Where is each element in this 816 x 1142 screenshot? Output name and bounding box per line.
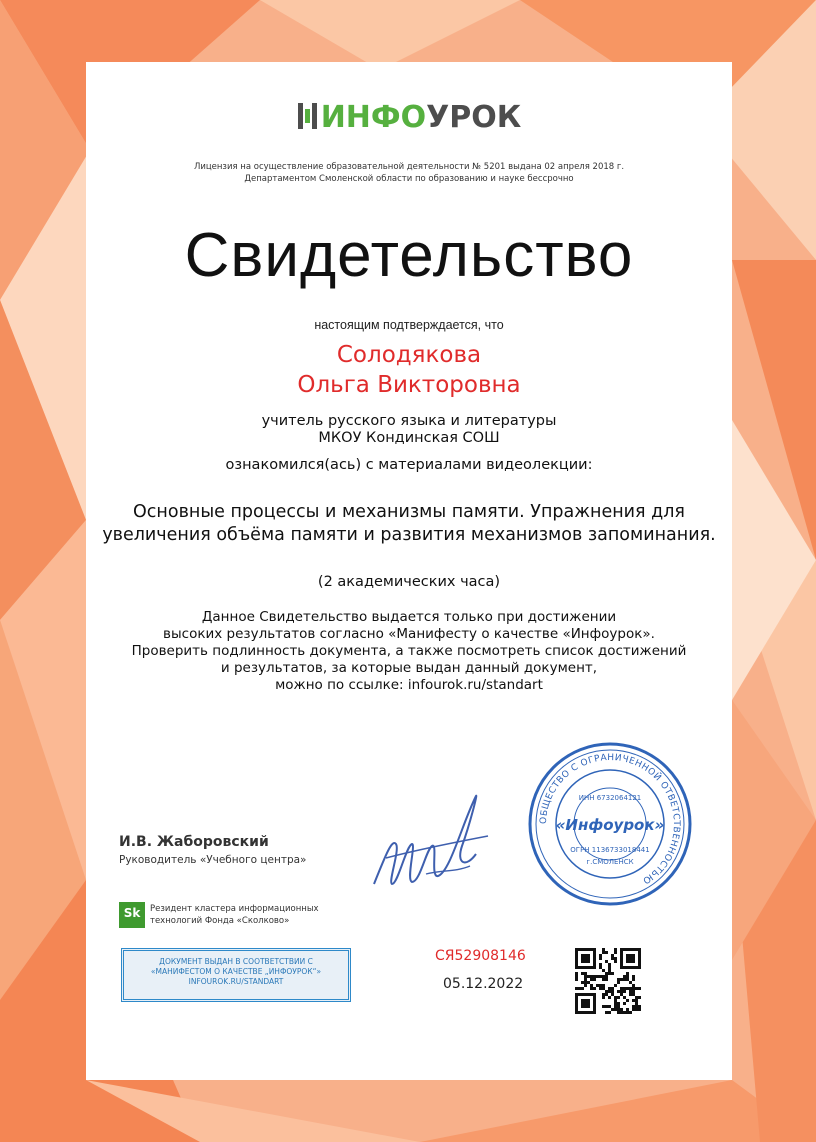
notice-line-5: можно по ссылке: infourok.ru/standart — [275, 677, 543, 693]
license-line-1: Лицензия на осуществление образовательной деятельности № 5201 выдана 02 апреля 2018 г. — [193, 162, 625, 172]
signature-image — [366, 784, 496, 904]
stamp-ogrn: ОГРН 1136733018441 — [570, 846, 650, 854]
manifest-compliance-box — [121, 948, 351, 1002]
confirm-text: настоящим подтверждается, что — [314, 318, 504, 332]
course-title — [86, 501, 732, 547]
license-info — [86, 161, 732, 185]
notice-line-4: и результатов, за которые выдан данный документ, — [220, 660, 598, 676]
certificate-card — [86, 62, 732, 1080]
logo-text-dark: УРОК — [426, 100, 522, 135]
logo-text-green: ИНФО — [320, 100, 427, 135]
infourok-logo — [86, 100, 732, 135]
recipient-name — [86, 340, 732, 400]
recipient-surname: Солодякова — [336, 342, 482, 368]
notice-line-2: высоких результатов согласно «Манифесту о качестве «Инфоурок». — [163, 626, 655, 642]
certificate-title: Свидетельство — [184, 221, 634, 290]
skolkovo-line-2: технологий Фонда «Сколково» — [150, 916, 290, 926]
manifest-line-2: «МАНИФЕСТОМ О КАЧЕСТВЕ „ИНФОУРОК“» — [150, 967, 322, 976]
director-role: Руководитель «Учебного центра» — [119, 854, 307, 866]
course-line-1: Основные процессы и механизмы памяти. Упражнения для — [133, 502, 685, 522]
skolkovo-resident-text — [150, 903, 319, 927]
notice-paragraph — [86, 609, 732, 694]
position-line-2: МКОУ Кондинская СОШ — [318, 430, 500, 446]
manifest-line-1: ДОКУМЕНТ ВЫДАН В СООТВЕТСТВИИ С — [159, 957, 313, 966]
company-seal-stamp — [526, 740, 694, 908]
skolkovo-logo-icon: Sk — [119, 902, 145, 928]
stamp-ring-text: ОБЩЕСТВО С ОГРАНИЧЕННОЙ ОТВЕТСТВЕННОСТЬЮ — [538, 752, 682, 886]
academic-hours: (2 академических часа) — [317, 574, 501, 590]
stamp-inn: ИНН 6732064121 — [578, 794, 642, 802]
license-line-2: Департаментом Смоленской области по образованию и науке бессрочно — [244, 174, 574, 184]
certificate-code: СЯ52908146 — [435, 948, 526, 964]
course-line-2: увеличения объёма памяти и развития механизмов запоминания. — [102, 525, 716, 545]
infourok-logo-mark-icon — [297, 101, 319, 131]
recipient-position — [86, 413, 732, 447]
director-name: И.В. Жаборовский — [119, 834, 269, 850]
skolkovo-line-1: Резидент кластера информационных — [150, 904, 319, 914]
stamp-center-text: «Инфоурок» — [555, 816, 665, 834]
certificate-date: 05.12.2022 — [443, 976, 524, 992]
recipient-given-names: Ольга Викторовна — [297, 372, 521, 398]
notice-line-3: Проверить подлинность документа, а также посмотреть список достижений — [131, 643, 687, 659]
acquainted-text: ознакомился(ась) с материалами видеолекции: — [225, 457, 593, 473]
position-line-1: учитель русского языка и литературы — [261, 413, 557, 429]
qr-code — [575, 948, 641, 1014]
stamp-city: г.СМОЛЕНСК — [586, 858, 634, 866]
manifest-line-3: INFOUROK.RU/STANDART — [188, 977, 284, 986]
notice-line-1: Данное Свидетельство выдается только при достижении — [201, 609, 617, 625]
